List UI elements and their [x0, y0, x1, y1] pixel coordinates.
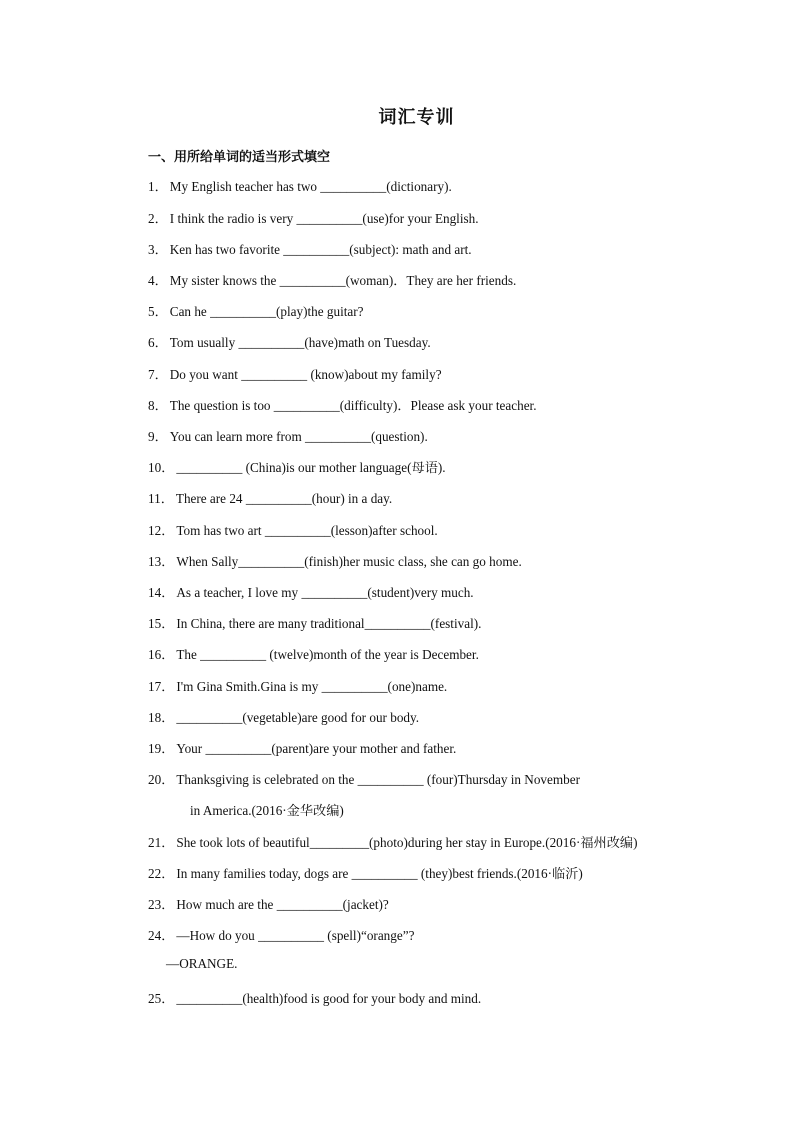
question-text: Do you want __________ (know)about my family?: [169, 367, 442, 382]
question-number: 22．: [148, 866, 175, 881]
question-item: [148, 208, 479, 227]
question-item: [148, 176, 452, 195]
question-number: 15．: [148, 616, 175, 631]
question-number: 4．: [148, 273, 168, 288]
question-text: How much are the __________(jacket)?: [176, 897, 389, 912]
question-item: [148, 582, 474, 601]
question-item: [148, 676, 447, 695]
question-text: The question is too __________(difficulty)．Please ask your teacher.: [169, 398, 537, 413]
question-number: 5．: [148, 304, 168, 319]
question-continuation: [190, 800, 344, 819]
question-text: Your __________(parent)are your mother and father.: [176, 741, 457, 756]
question-text: __________(vegetable)are good for our body.: [176, 710, 420, 725]
question-text: __________(health)food is good for your body and mind.: [176, 991, 482, 1006]
question-number: 9．: [148, 429, 168, 444]
question-item: [148, 613, 481, 632]
question-item: [148, 551, 522, 570]
question-item: [148, 488, 392, 507]
question-text: Ken has two favorite __________(subject): math and art.: [169, 242, 472, 257]
question-item: [148, 644, 479, 663]
question-item: [148, 457, 446, 476]
question-number: 2．: [148, 211, 168, 226]
question-number: 6．: [148, 335, 168, 350]
question-item: [148, 270, 516, 289]
question-item: [148, 769, 580, 788]
section-heading: 一、用所给单词的适当形式填空: [148, 150, 331, 165]
question-text: in America.(2016·金华改编): [190, 803, 344, 818]
question-text: She took lots of beautiful_________(photo)during her stay in Europe.(2016·福州改编): [176, 835, 638, 850]
question-item: [148, 988, 481, 1007]
question-text: The __________ (twelve)month of the year is December.: [176, 647, 479, 662]
question-number: 8．: [148, 398, 168, 413]
question-item: [148, 301, 364, 320]
question-number: 13．: [148, 554, 175, 569]
question-number: 11．: [148, 491, 174, 506]
question-text: You can learn more from __________(question).: [169, 429, 428, 444]
question-number: 24．: [148, 928, 175, 943]
question-number: 25．: [148, 991, 175, 1006]
question-item: [148, 894, 389, 913]
question-item: [148, 738, 456, 757]
question-number: 1．: [148, 179, 168, 194]
question-item: [148, 707, 419, 726]
question-text: Tom has two art __________(lesson)after school.: [176, 523, 438, 538]
question-text: As a teacher, I love my __________(student)very much.: [176, 585, 474, 600]
question-text: In China, there are many traditional__________(festival).: [176, 616, 482, 631]
question-item: [148, 863, 583, 882]
question-text: —How do you __________ (spell)“orange”?: [176, 928, 415, 943]
question-number: 16．: [148, 647, 175, 662]
question-item: [148, 925, 414, 944]
question-text: Can he __________(play)the guitar?: [169, 304, 364, 319]
question-text: When Sally__________(finish)her music class, she can go home.: [176, 554, 522, 569]
question-number: 21．: [148, 835, 175, 850]
question-text: In many families today, dogs are __________ (they)best friends.(2016·临沂): [176, 866, 583, 881]
question-number: 20．: [148, 772, 175, 787]
question-number: 14．: [148, 585, 175, 600]
question-item: [148, 364, 442, 383]
question-text: —ORANGE.: [166, 956, 238, 971]
question-item: [148, 239, 472, 258]
question-text: Tom usually __________(have)math on Tuesday.: [169, 335, 431, 350]
question-text: I think the radio is very __________(use)for your English.: [169, 211, 479, 226]
question-item: [148, 426, 428, 445]
question-item: [148, 832, 638, 851]
question-item: [148, 520, 438, 539]
question-text: I'm Gina Smith.Gina is my __________(one)name.: [176, 679, 448, 694]
question-number: 10．: [148, 460, 175, 475]
question-text: My sister knows the __________(woman)．They are her friends.: [169, 273, 517, 288]
question-item: [148, 332, 431, 351]
page-title: 词汇专训: [378, 107, 455, 128]
question-number: 19．: [148, 741, 175, 756]
question-text: My English teacher has two __________(dictionary).: [169, 179, 452, 194]
question-number: 17．: [148, 679, 175, 694]
question-text: There are 24 __________(hour) in a day.: [175, 491, 393, 506]
question-continuation: [166, 956, 237, 972]
question-number: 23．: [148, 897, 175, 912]
question-number: 7．: [148, 367, 168, 382]
question-text: __________ (China)is our mother language(母语).: [176, 460, 446, 475]
question-number: 18．: [148, 710, 175, 725]
question-item: [148, 395, 537, 414]
question-number: 12．: [148, 523, 175, 538]
question-number: 3．: [148, 242, 168, 257]
question-text: Thanksgiving is celebrated on the __________ (four)Thursday in November: [176, 772, 580, 787]
